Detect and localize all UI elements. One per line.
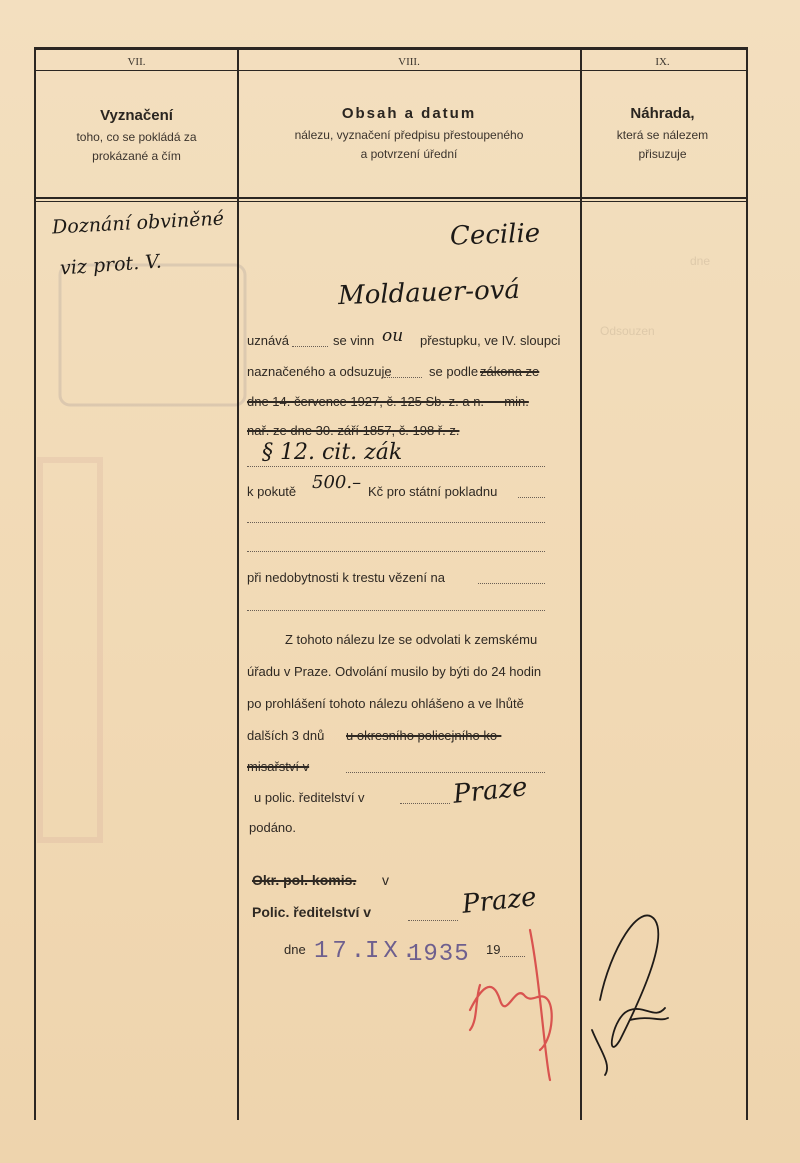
appeal-line-1: Z tohoto nálezu lze se odvolati k zemskému	[285, 632, 538, 647]
appeal-filed: podáno.	[249, 820, 296, 835]
law-struck-line-1: dne 14. července 1927, č. 125 Sb. z. a n. — min.	[247, 394, 529, 409]
svg-text:dne: dne	[690, 254, 711, 268]
year-prefix: 19	[486, 942, 501, 957]
verdict-according-label: se podle	[429, 364, 479, 379]
appeal-directorate: u polic. ředitelství v	[254, 790, 365, 805]
verdict-recognizes-label: uznává	[247, 333, 289, 348]
district-suffix: v	[382, 872, 389, 888]
column-ix-subtitle-2: přisuzuje	[638, 147, 687, 161]
date-stamp-month: IX.	[365, 938, 421, 965]
fine-amount-handwritten: 500.–	[312, 472, 362, 493]
red-signature	[470, 930, 552, 1080]
column-ix-subtitle-1: která se nálezem	[616, 128, 709, 142]
verdict-guilty-label: se vinn	[333, 333, 375, 348]
column-viii-number: VIII.	[398, 56, 420, 68]
proof-handwritten-line-2: viz prot. V.	[59, 250, 163, 280]
guilt-suffix-handwritten: ou	[382, 326, 404, 346]
law-struck-line-2: nař. ze dne 30. září 1857, č. 198 ř. z.	[247, 423, 460, 438]
column-vii-subtitle-2: prokázané a čím	[92, 149, 181, 163]
black-signature	[592, 915, 668, 1075]
defendant-last-name: Moldauer-ová	[337, 274, 521, 312]
column-vii-title: Vyznačení	[100, 107, 173, 124]
appeal-struck-office: u okresního policejního ko-	[346, 728, 502, 743]
column-viii-subtitle-2: a potvrzení úřední	[360, 147, 458, 161]
fine-label: k pokutě	[247, 484, 297, 499]
appeal-line-2: úřadu v Praze. Odvolání musilo by býti do 24 hodin	[247, 664, 542, 679]
defendant-first-name: Cecilie	[449, 218, 541, 252]
column-vii-number: VII.	[127, 56, 146, 68]
district-struck: Okr. pol. komis.	[252, 872, 357, 888]
column-vii-subtitle-1: toho, co se pokládá za	[76, 130, 197, 144]
verdict-named-label: naznačeného a odsuzuje	[247, 364, 392, 379]
appeal-struck-office-2: misařství v	[247, 759, 310, 774]
svg-text:Odsouzen: Odsouzen	[600, 324, 655, 338]
appeal-city-handwritten: Praze	[451, 772, 529, 810]
date-stamp-year: 1935	[408, 941, 470, 968]
verdict-offence-label: přestupku, ve IV. sloupci	[420, 333, 561, 348]
law-paragraph-handwritten: § 12. cit. zák	[262, 440, 403, 465]
directorate-city-handwritten: Praze	[460, 882, 538, 920]
law-struck-word: zákona ze	[480, 364, 540, 379]
date-stamp-day: 17.	[314, 938, 370, 965]
proof-handwritten-line-1: Doznání obviněné	[51, 207, 225, 239]
appeal-line-3: po prohlášení tohoto nálezu ohlášeno a ve lhůtě	[247, 696, 524, 711]
column-ix-title: Náhrada,	[630, 105, 695, 122]
fine-currency-label: Kč pro státní pokladnu	[368, 484, 498, 499]
column-viii-subtitle-1: nálezu, vyznačení předpisu přestoupeného	[294, 128, 524, 142]
column-ix-number: IX.	[655, 56, 670, 68]
date-label: dne	[284, 942, 306, 957]
column-viii-title: Obsah a datum	[341, 105, 477, 122]
directorate-label: Polic. ředitelství v	[252, 904, 372, 920]
prison-label: při nedobytnosti k trestu vězení na	[247, 570, 446, 585]
appeal-line-4: dalších 3 dnů	[247, 728, 325, 743]
